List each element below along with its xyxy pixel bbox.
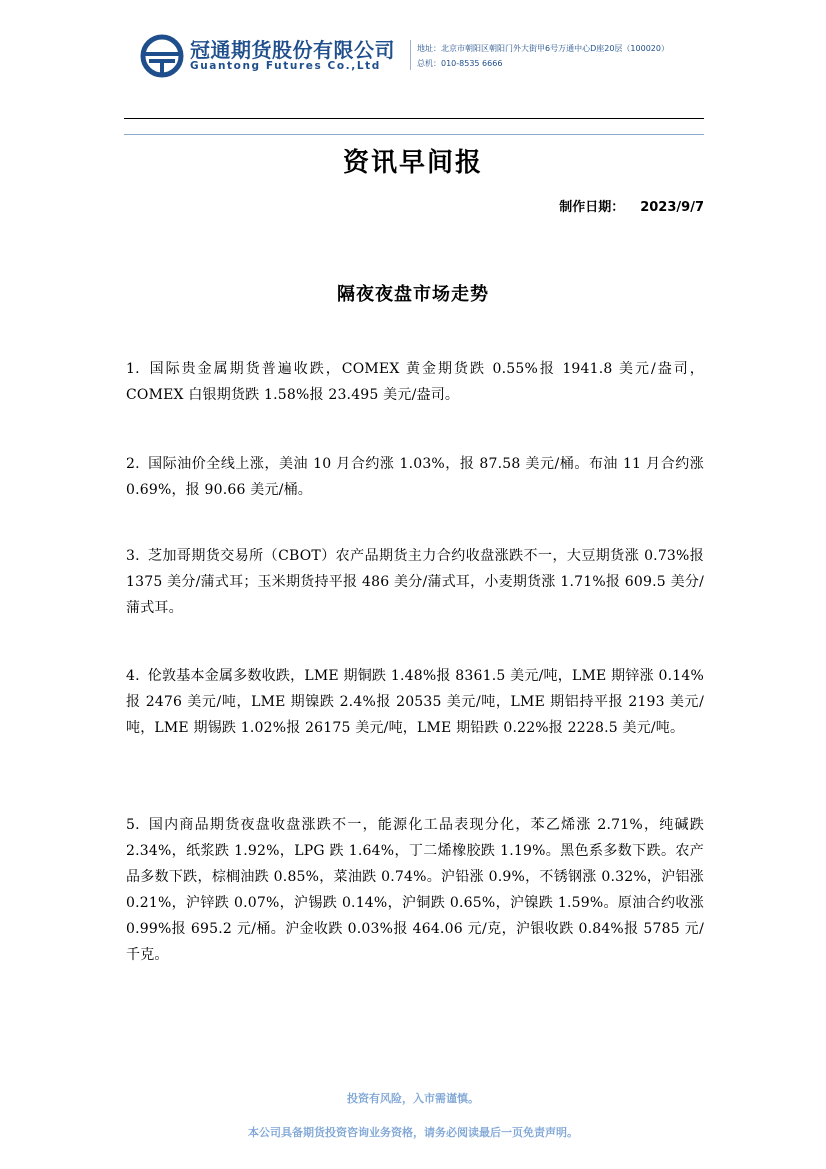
header-rule-top bbox=[124, 118, 704, 119]
item-number: 2. bbox=[126, 456, 140, 472]
section-title: 隔夜夜盘市场走势 bbox=[337, 284, 489, 305]
item-number: 3. bbox=[126, 548, 140, 564]
item-text: 芝加哥期货交易所（CBOT）农产品期货主力合约收盘涨跌不一，大豆期货涨 0.73%报 1375 美分/蒲式耳；玉米期货持平报 486 美分/蒲式耳，小麦期货涨 1.71%报 609.5 美分/蒲式耳。 bbox=[126, 548, 704, 616]
item-text: 国际油价全线上涨，美油 10 月合约涨 1.03%，报 87.58 美元/桶。布油 11 月合约涨 0.69%，报 90.66 美元/桶。 bbox=[126, 456, 704, 498]
disclaimer-notice: 本公司具备期货投资咨询业务资格，请务必阅读最后一页免责声明。 bbox=[248, 1126, 578, 1139]
item-text: 国际贵金属期货普遍收跌，COMEX 黄金期货跌 0.55%报 1941.8 美元/盎司，COMEX 白银期货跌 1.58%报 23.495 美元/盎司。 bbox=[126, 361, 704, 403]
news-item-3 bbox=[126, 543, 704, 621]
header-rule-bottom bbox=[124, 134, 704, 135]
production-date bbox=[559, 196, 704, 215]
header-divider bbox=[410, 40, 411, 70]
news-item-4 bbox=[126, 663, 704, 741]
news-item-5 bbox=[126, 812, 704, 968]
risk-warning: 投资有风险，入市需谨慎。 bbox=[347, 1092, 479, 1105]
company-logo-icon bbox=[140, 34, 184, 78]
item-number: 4. bbox=[126, 668, 140, 684]
company-address: 地址：北京市朝阳区朝阳门外大街甲6号万通中心D座20层（100020） bbox=[417, 44, 669, 53]
news-item-2 bbox=[126, 451, 704, 503]
letterhead bbox=[0, 0, 826, 140]
item-text: 伦敦基本金属多数收跌，LME 期铜跌 1.48%报 8361.5 美元/吨，LME 期锌涨 0.14%报 2476 美元/吨，LME 期镍跌 2.4%报 20535 美元/吨，LME 期铝持平报 2193 美元/吨，LME 期锡跌 1.02%报 26175 美元/吨，LME 期铅跌 0.22%报 2228.5 美元/吨。 bbox=[126, 668, 704, 736]
news-item-1 bbox=[126, 356, 704, 408]
document-title: 资讯早间报 bbox=[342, 148, 483, 178]
company-name-cn: 冠通期货股份有限公司 bbox=[190, 38, 395, 62]
date-value: 2023/9/7 bbox=[640, 200, 704, 215]
company-name-en: Guantong Futures Co.,Ltd bbox=[190, 60, 381, 72]
item-number: 1. bbox=[126, 361, 140, 377]
date-label: 制作日期： bbox=[559, 200, 625, 215]
item-text: 国内商品期货夜盘收盘涨跌不一，能源化工品表现分化，苯乙烯涨 2.71%，纯碱跌 2.34%，纸浆跌 1.92%，LPG 跌 1.64%，丁二烯橡胶跌 1.19%。黑色系多数下跌。农产品多数下跌，棕榈油跌 0.85%，菜油跌 0.74%。沪铅涨 0.9%，不锈钢涨 0.32%，沪铝涨 0.21%，沪锌跌 0.07%，沪锡跌 0.14%，沪铜跌 0.65%，沪镍跌 1.59%。原油合约收涨 0.99%报 695.2 元/桶。沪金收跌 0.03%报 464.06 元/克，沪银收跌 0.84%报 5785 元/千克。 bbox=[126, 817, 704, 963]
company-phone: 总机：010-8535 6666 bbox=[417, 59, 503, 68]
item-number: 5. bbox=[126, 817, 140, 833]
